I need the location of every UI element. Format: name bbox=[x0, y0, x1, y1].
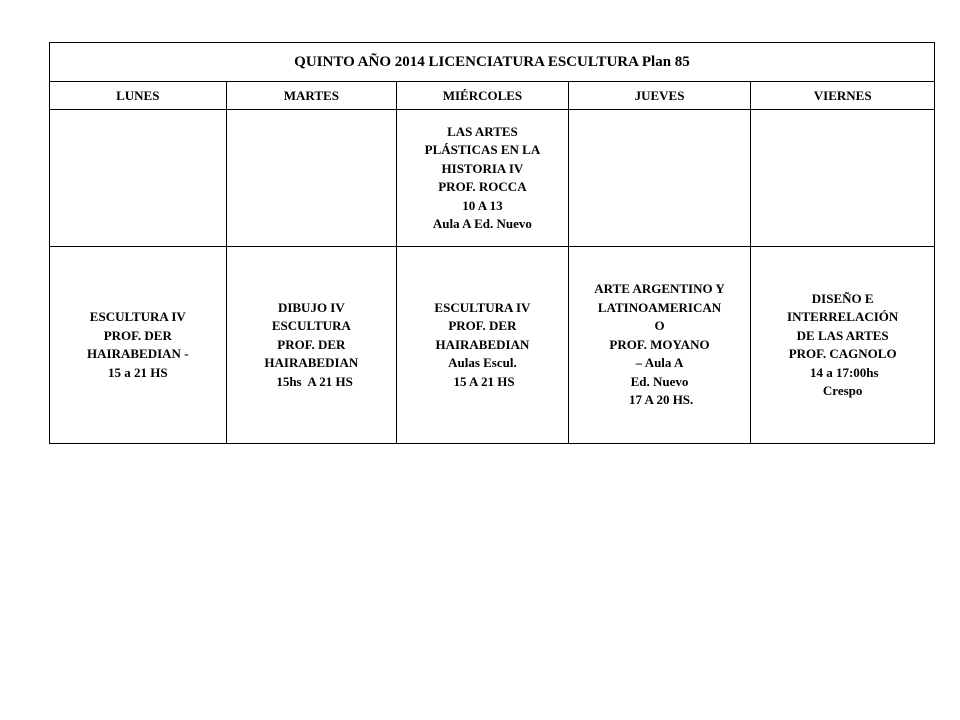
class-info-line: Aulas Escul. bbox=[448, 355, 517, 371]
cell-thursday-morning bbox=[568, 110, 751, 247]
afternoon-slot-row bbox=[50, 247, 935, 444]
cell-tuesday-afternoon bbox=[226, 247, 397, 444]
day-header-thursday: JUEVES bbox=[568, 82, 751, 110]
cell-friday-morning bbox=[751, 110, 935, 247]
class-info-line: DIBUJO IV bbox=[277, 299, 345, 315]
class-info-line: 14 a 17:00hs bbox=[806, 364, 879, 380]
schedule-title: QUINTO AÑO 2014 LICENCIATURA ESCULTURA Plan 85 bbox=[50, 43, 935, 82]
class-info-line: 15hs A 21 HS bbox=[269, 373, 353, 389]
day-header-monday: LUNES bbox=[50, 82, 227, 110]
class-info-line: PROF. MOYANO bbox=[609, 336, 710, 352]
title-row bbox=[50, 43, 935, 82]
day-header-wednesday: MIÉRCOLES bbox=[397, 82, 569, 110]
class-info-line: INTERRELACIÓN bbox=[787, 309, 899, 324]
class-info-line: PROF. DER bbox=[448, 318, 517, 334]
class-info-line: LAS ARTES bbox=[447, 123, 518, 139]
class-info-line: DISEÑO E bbox=[811, 290, 874, 306]
class-info-line: PROF. DER bbox=[103, 327, 172, 343]
morning-slot-row bbox=[50, 110, 935, 247]
class-info-line: ESCULTURA bbox=[271, 318, 351, 334]
class-info-line: PLÁSTICAS EN LA bbox=[424, 142, 541, 157]
cell-thursday-afternoon bbox=[568, 247, 751, 444]
class-info-line: O bbox=[654, 318, 665, 334]
class-info-line: LATINOAMERICAN bbox=[597, 299, 722, 315]
class-info-line: Aula A Ed. Nuevo bbox=[432, 216, 532, 231]
class-info-line: PROF. CAGNOLO bbox=[788, 346, 897, 361]
class-info-line: Ed. Nuevo bbox=[630, 373, 689, 389]
day-header-friday: VIERNES bbox=[751, 82, 935, 110]
schedule-table bbox=[49, 42, 935, 444]
class-info-line: 15 A 21 HS bbox=[450, 373, 515, 389]
day-header-tuesday: MARTES bbox=[226, 82, 397, 110]
class-info-line: DE LAS ARTES bbox=[796, 327, 889, 343]
day-header-row bbox=[50, 82, 935, 110]
class-info-line: PROF. ROCCA bbox=[438, 179, 527, 194]
cell-monday-afternoon bbox=[50, 247, 227, 444]
class-info-line: Crespo bbox=[822, 383, 863, 398]
class-info-line: HAIRABEDIAN bbox=[435, 336, 530, 352]
cell-tuesday-morning bbox=[226, 110, 397, 247]
cell-monday-morning bbox=[50, 110, 227, 247]
cell-wednesday-afternoon bbox=[397, 247, 569, 444]
cell-friday-afternoon bbox=[751, 247, 935, 444]
class-info-line: 15 a 21 HS bbox=[107, 364, 168, 380]
class-info-line: ARTE ARGENTINO Y bbox=[594, 281, 725, 297]
class-info-line: – Aula A bbox=[635, 355, 684, 371]
class-info-line: ESCULTURA IV bbox=[89, 309, 186, 324]
class-info-line: 17 A 20 HS. bbox=[625, 392, 694, 408]
cell-wednesday-morning bbox=[397, 110, 569, 247]
class-info-line: PROF. DER bbox=[277, 336, 346, 352]
class-info-line: HISTORIA IV bbox=[441, 160, 524, 176]
class-info-line: ESCULTURA IV bbox=[434, 299, 531, 315]
class-info-line: HAIRABEDIAN - bbox=[87, 346, 189, 361]
class-info-line: HAIRABEDIAN bbox=[264, 355, 359, 371]
class-info-line: 10 A 13 bbox=[462, 197, 503, 213]
